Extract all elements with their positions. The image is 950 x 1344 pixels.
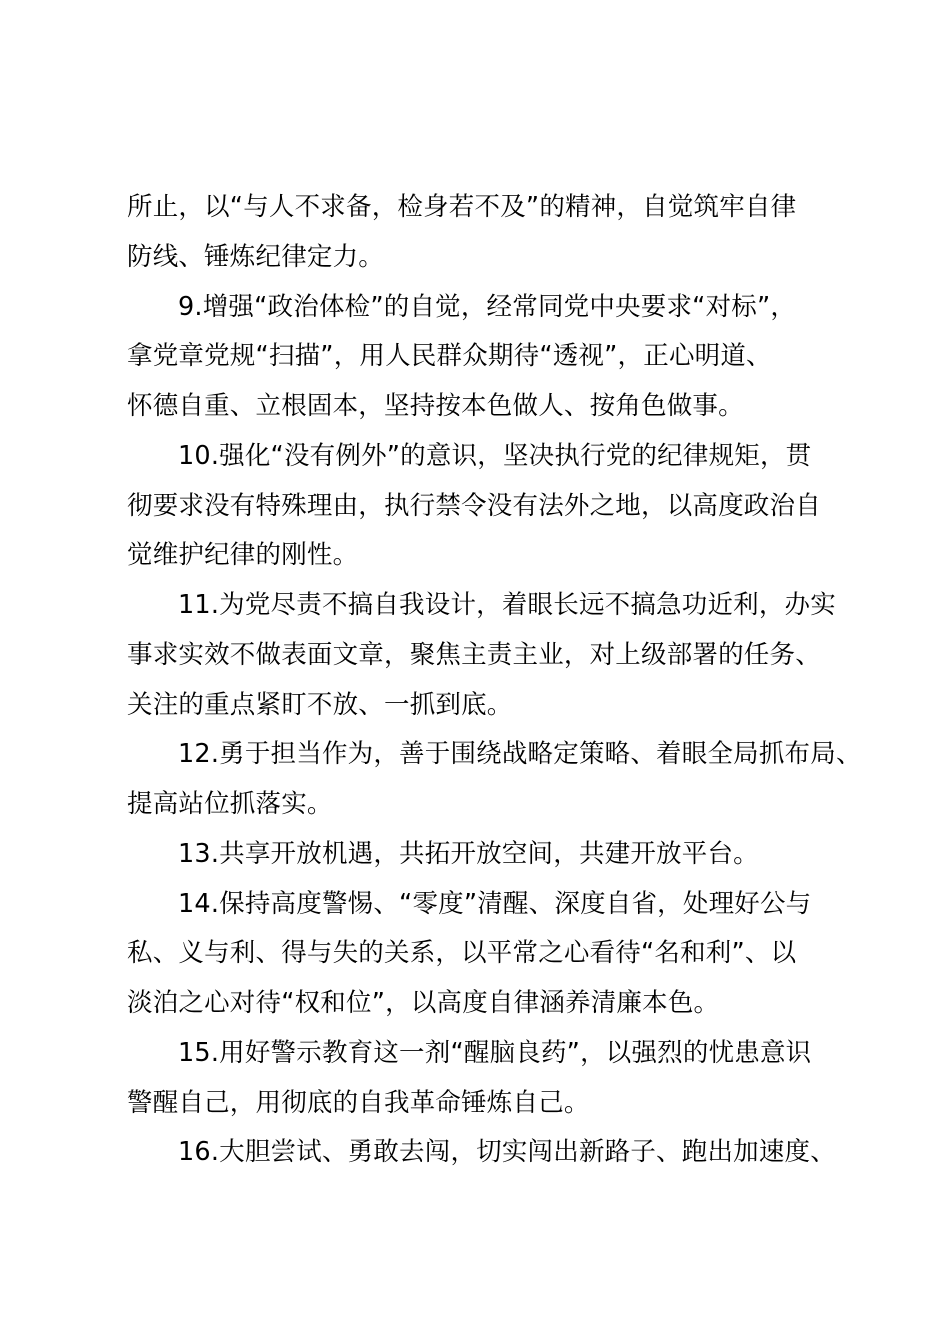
item-13-line: 13.共享开放机遇，共拓开放空间，共建开放平台。 xyxy=(178,839,759,869)
text-line: 关注的重点紧盯不放、一抓到底。 xyxy=(127,690,513,720)
text-line: 拿党章党规“扫描”，用人民群众期待“透视”，正心明道、 xyxy=(127,341,772,371)
item-15-line: 15.用好警示教育这一剂“醒脑良药”，以强烈的忧患意识 xyxy=(178,1038,812,1068)
text-line: 提高站位抓落实。 xyxy=(127,789,333,819)
text-line: 彻要求没有特殊理由，执行禁令没有法外之地，以高度政治自 xyxy=(127,491,821,521)
text-line: 防线、锤炼纪律定力。 xyxy=(127,242,385,272)
text-line: 私、义与利、得与失的关系，以平常之心看待“名和利”、以 xyxy=(127,938,797,968)
item-16-line: 16.大胆尝试、勇敢去闯，切实闯出新路子、跑出加速度、 xyxy=(178,1137,836,1167)
text-line: 所止，以“与人不求备，检身若不及”的精神，自觉筑牢自律 xyxy=(127,192,797,222)
text-line: 怀德自重、立根固本，坚持按本色做人、按角色做事。 xyxy=(127,391,744,421)
text-line: 觉维护纪律的刚性。 xyxy=(127,540,359,570)
text-line: 警醒自己，用彻底的自我革命锤炼自己。 xyxy=(127,1088,590,1118)
item-9-line: 9.增强“政治体检”的自觉，经常同党中央要求“对标”， xyxy=(178,292,797,322)
item-14-line: 14.保持高度警惕、“零度”清醒、深度自省，处理好公与 xyxy=(178,889,812,919)
item-12-line: 12.勇于担当作为，善于围绕战略定策略、着眼全局抓布局、 xyxy=(178,739,862,769)
text-line: 事求实效不做表面文章，聚焦主责主业，对上级部署的任务、 xyxy=(127,640,821,670)
text-line: 淡泊之心对待“权和位”，以高度自律涵养清廉本色。 xyxy=(127,988,720,1018)
item-11-line: 11.为党尽责不搞自我设计，着眼长远不搞急功近利，办实 xyxy=(178,590,836,620)
item-10-line: 10.强化“没有例外”的意识，坚决执行党的纪律规矩，贯 xyxy=(178,441,812,471)
